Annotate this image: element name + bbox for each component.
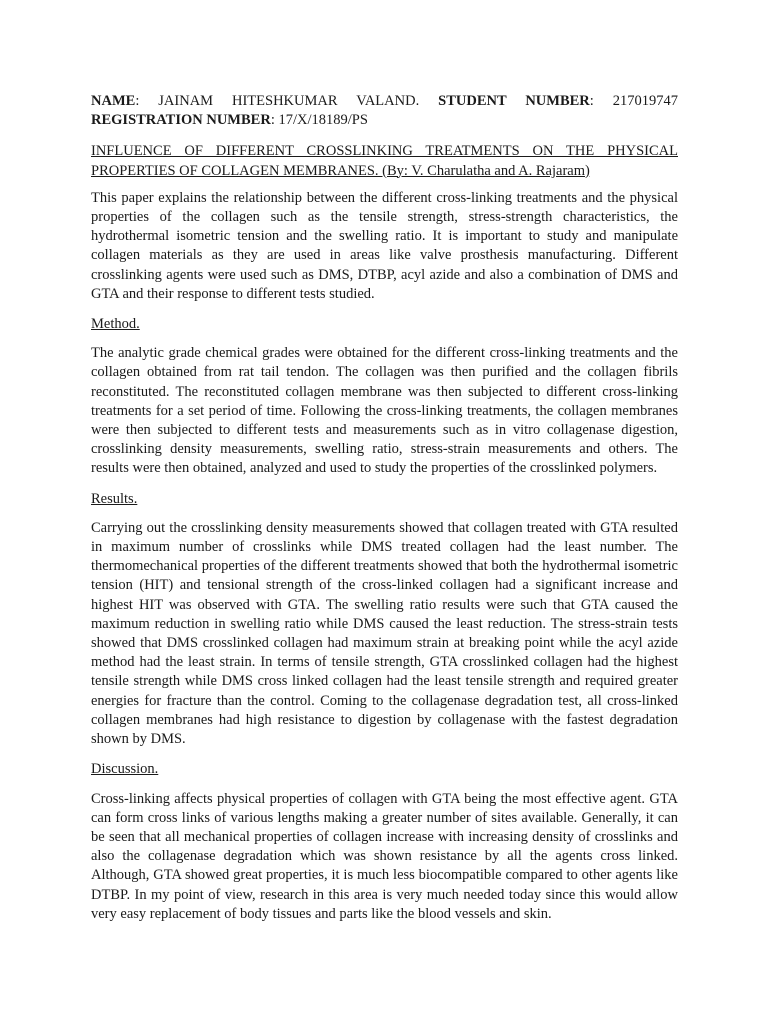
registration-line <box>91 111 678 130</box>
discussion-paragraph: Cross-linking affects physical properties of collagen with GTA being the most effective agent. GTA can form cross links of various lengths making a greater number of sites available. Generally, it can be seen that all mechanical properties of collagen increase with increasing density of crosslinks and also the collagenase degradation which was shown resistance by all the agents cross linked. Although, GTA showed great properties, it is much less biocompatible compared to other agents like DTBP. In my point of view, research in this area is very much needed today since this would allow very easy replacement of body tissues and parts like the blood vessels and skin. <box>91 790 678 922</box>
results-paragraph: Carrying out the crosslinking density measurements showed that collagen treated with GTA resulted in maximum number of crosslinks while DMS treated collagen had the least number. The thermomechanical properties of the different treatments showed that both the hydrothermal isometric tension (HIT) and tensional strength of the cross-linked collagen had a significant increase and highest HIT was observed with GTA. The swelling ratio results were such that GTA caused the maximum reduction in swelling ratio while DMS caused the least reduction. The stress-strain tests showed that DMS crosslinked collagen had maximum strain at breaking point while the acyl azide method had the least strain. In terms of tensile strength, GTA crosslinked collagen had the highest tensile strength while DMS cross linked collagen had the least tensile strength and required greater energies for fracture than the control. Coming to the collagenase degradation test, all cross-linked collagen membranes had high resistance to digestion by collagenase with the fastest degradation shown by DMS. <box>91 519 678 748</box>
student-number-label: STUDENT NUMBER <box>438 93 590 109</box>
method-heading: Method. <box>91 316 140 333</box>
method-paragraph: The analytic grade chemical grades were obtained for the different cross-linking treatments and the collagen obtained from rat tail tendon. The collagen was then purified and the collagen fibrils reconstituted. The reconstituted collagen membrane was then subjected to different cross-linking treatments for a set period of time. Following the cross-linking treatments, the collagen membranes were then subjected to different tests and measurements such as in vitro collagenase digestion, crosslinking density measurements, swelling ratio, stress-strain measurements and others. The results were then obtained, analyzed and used to study the properties of the crosslinked polymers. <box>91 345 678 477</box>
paper-title: INFLUENCE OF DIFFERENT CROSSLINKING TREATMENTS ON THE PHYSICAL PROPERTIES OF COLLAGEN MEMBRANES. (By: V. Charulatha and A. Rajaram) <box>91 143 678 179</box>
name-label: NAME <box>91 93 136 109</box>
results-heading: Results. <box>91 490 138 507</box>
registration-label: REGISTRATION NUMBER <box>91 112 271 129</box>
student-number-value: : 217019747 <box>589 93 678 109</box>
name-value: : JAINAM HITESHKUMAR VALAND. <box>135 93 439 109</box>
discussion-heading: Discussion. <box>91 761 159 778</box>
document-page <box>91 92 678 924</box>
registration-value: : 17/X/18189/PS <box>270 112 368 129</box>
intro-paragraph: This paper explains the relationship between the different cross-linking treatments and the physical properties of the collagen such as the tensile strength, stress-strength characteristics, the hydrothermal isometric tension and the swelling ratio. It is important to study and manipulate collagen materials as they are used in areas like valve prosthesis manufacturing. Different crosslinking agents were used such as DMS, DTBP, acyl azide and also a combination of DMS and GTA and their response to different tests studied. <box>91 189 678 302</box>
student-info-line <box>91 92 678 111</box>
